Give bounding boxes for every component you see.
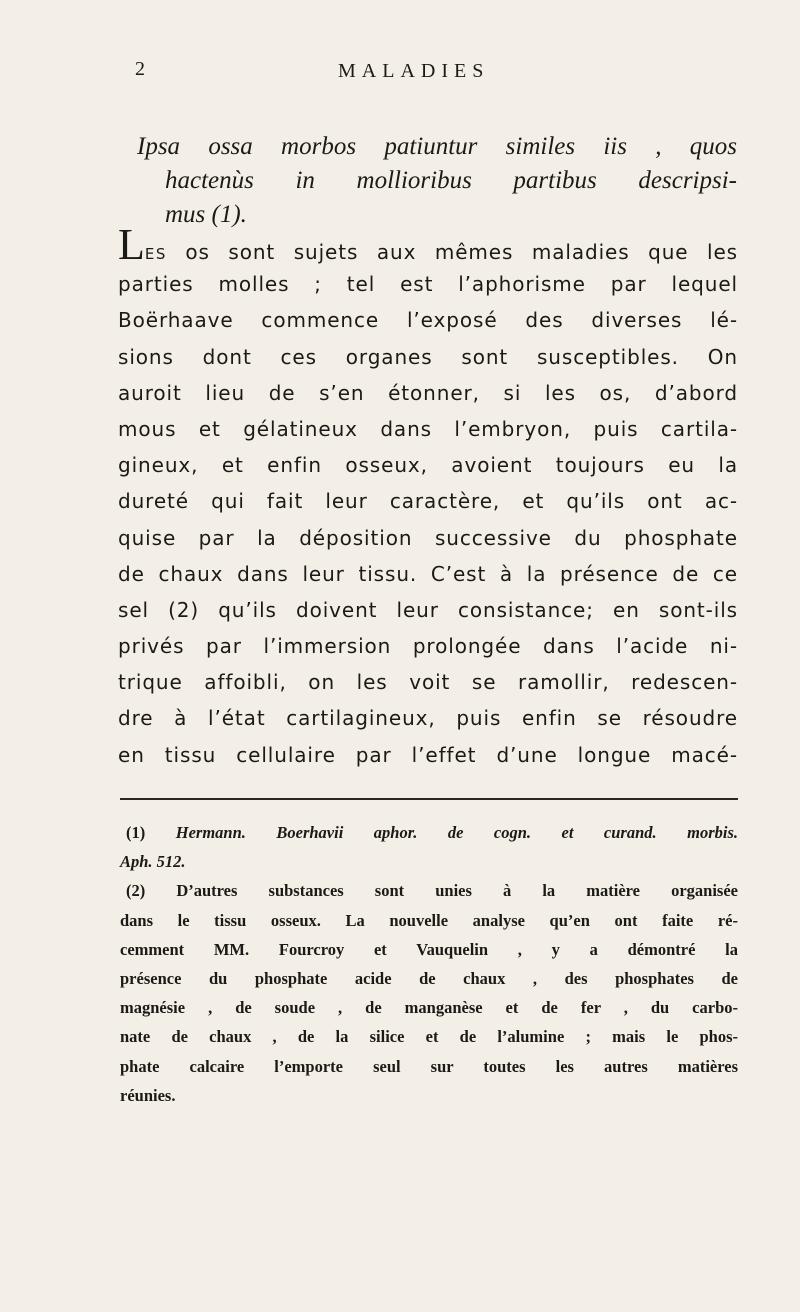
running-title: MALADIES (338, 60, 490, 82)
body-line: privés par l’immersion prolongée dans l’acide ni- (118, 634, 738, 659)
page-number: 2 (135, 58, 145, 80)
footnote-1-citation: Hermann. Boerhavii aphor. de cogn. et curand. morbis. (175, 823, 739, 842)
epigraph-line: Ipsa ossa morbos patiuntur similes iis , quos (137, 133, 737, 160)
footnote-1-marker: (1) (126, 823, 146, 842)
body-line: dre à l’état cartilagineux, puis enfin se résoudre (118, 706, 738, 731)
footnote-divider (120, 798, 738, 800)
body-line: parties molles ; tel est l’aphorisme par lequel (118, 272, 738, 297)
body-line: sel (2) qu’ils doivent leur consistance; en sont-ils (118, 597, 738, 622)
epigraph-line: mus (1). (165, 201, 247, 228)
body-line: auroit lieu de s’en étonner, si les os, d’abord (118, 380, 738, 405)
body-line: dureté qui fait leur caractère, et qu’ils ont ac- (118, 489, 738, 514)
footnote-1 (120, 818, 738, 847)
footnote-2-line: dans le tissu osseux. La nouvelle analyse qu’en ont faite ré- (120, 910, 738, 930)
small-caps-text: ES (144, 245, 167, 263)
footnote-2-line: phate calcaire l’emporte seul sur toutes les autres matières (120, 1056, 738, 1076)
footnote-1-continuation: Aph. 512. (120, 852, 186, 872)
latin-epigraph (137, 130, 737, 232)
main-paragraph (118, 220, 738, 773)
first-line-text: os sont sujets aux mêmes maladies que les (166, 240, 738, 264)
body-line: trique affoibli, on les voit se ramollir, redescen- (118, 670, 738, 695)
body-line: gineux, et enfin osseux, avoient toujours eu la (118, 453, 738, 478)
footnote-2-line: magnésie , de soude , de manganèse et de fer , du carbo- (120, 998, 738, 1018)
footnote-2-line: cemment MM. Fourcroy et Vauquelin , y a démontré la (120, 939, 738, 959)
body-line-first (118, 220, 738, 269)
body-line: quise par la déposition successive du phosphate (118, 525, 738, 550)
footnote-2-line: réunies. (120, 1085, 176, 1105)
body-line: mous et gélatineux dans l’embryon, puis cartila- (118, 416, 738, 441)
drop-cap: L (118, 220, 145, 269)
body-line: sions dont ces organes sont susceptibles. On (118, 344, 738, 369)
body-line: en tissu cellulaire par l’effet d’une longue macé- (118, 742, 738, 767)
footnote-2-line: nate de chaux , de la silice et de l’alumine ; mais le phos- (120, 1027, 738, 1047)
body-line: Boërhaave commence l’exposé des diverses lé- (118, 308, 738, 333)
footnote-2-line: (2) D’autres substances sont unies à la matière organisée (126, 881, 738, 901)
footnotes (120, 818, 738, 1110)
page-header (0, 58, 800, 88)
footnote-2-line: présence du phosphate acide de chaux , des phosphates de (120, 969, 738, 989)
epigraph-line: hactenùs in mollioribus partibus descripsi- (165, 167, 737, 194)
body-line: de chaux dans leur tissu. C’est à la présence de ce (118, 561, 738, 586)
